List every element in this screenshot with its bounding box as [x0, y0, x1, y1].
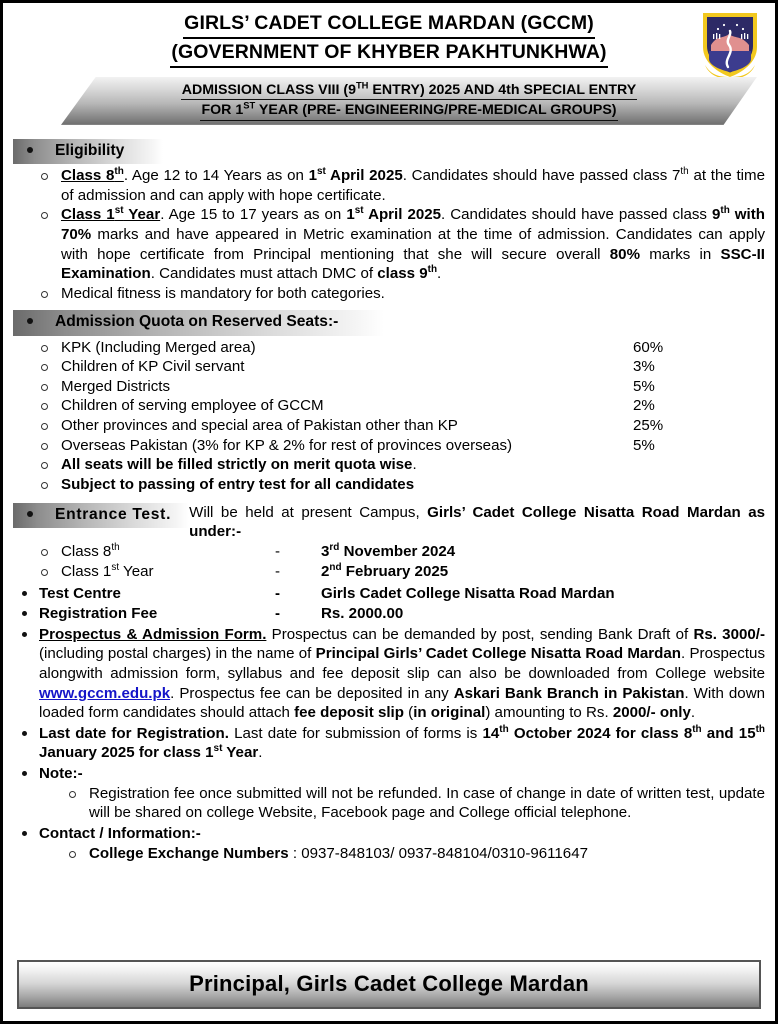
list-item-merit-note: All seats will be filled strictly on merit quota wise. [13, 455, 765, 475]
last-date-heading: Last date for Registration. [39, 724, 229, 742]
note-body: Registration fee once submitted will not be refunded. In case of change in date of written test, update will be shared on college Website, Facebook page and College official telephone. [13, 784, 765, 823]
quota-name: Children of KP Civil servant [61, 358, 245, 376]
quota-list [13, 338, 765, 495]
banner-line-1: ADMISSION CLASS VIII (9TH ENTRY) 2025 AND 4th SPECIAL ENTRY [181, 81, 637, 100]
quota-percent: 3% [633, 358, 655, 376]
quota-chip [13, 310, 384, 335]
contact-heading: Contact / Information:- [39, 824, 201, 842]
dash-separator: - [275, 605, 281, 623]
registration-fee-label: Registration Fee [39, 605, 158, 623]
registration-fee-value: Rs. 2000.00 [321, 605, 404, 623]
svg-text:GC CM: GC CM [718, 15, 742, 24]
eligibility-chip-label: Eligibility [55, 141, 125, 159]
list-item-note-heading [13, 764, 765, 823]
footer [17, 960, 761, 1009]
contact-value: : 0937-848103/ 0937-848104/0310-9611647 [288, 844, 588, 862]
list-item-last-date: Last date for Registration. Last date for submission of forms is 14th October 2024 for class 8th and 15th January 2025 for class 1st Year. [13, 724, 765, 763]
date-label: Class 8th [61, 542, 120, 561]
section-entrance-test [13, 503, 765, 543]
page-header [13, 7, 765, 68]
date-value: 3rd November 2024 [321, 542, 456, 561]
bullet-icon [27, 511, 33, 517]
list-item-prospectus: Prospectus & Admission Form. Prospectus can be demanded by post, sending Bank Draft of Rs. 3000/- (including postal charges) in the name of Principal Girls’ Cadet College Nisatta Road Mardan. Prospectus alongwith admission form, syllabus and fee deposit slip can also be downloaded from College website www.gccm.edu.pk. Prospectus fee can be deposited in any Askari Bank Branch in Pakistan. With down loaded form candidates should attach fee deposit slip (in original) amounting to Rs. 2000/- only. [13, 625, 765, 723]
quota-chip-label: Admission Quota on Reserved Seats:- [55, 313, 339, 331]
date-value: 2nd February 2025 [321, 561, 449, 580]
quota-percent: 25% [633, 417, 664, 435]
notice-body [13, 139, 765, 863]
college-website-link[interactable]: www.gccm.edu.pk [39, 684, 171, 702]
table-row [13, 338, 765, 358]
table-row [13, 416, 765, 436]
note-list [13, 784, 765, 823]
bullet-icon [27, 318, 33, 324]
title-line-1: GIRLS’ CADET COLLEGE MARDAN (GCCM) [183, 11, 595, 39]
dash-separator: - [275, 543, 281, 561]
page-title [13, 11, 765, 68]
quota-percent: 60% [633, 338, 664, 356]
quota-name: Merged Districts [61, 377, 171, 395]
bullet-icon [27, 147, 33, 153]
dash-separator: - [275, 562, 281, 580]
admission-banner [13, 77, 765, 125]
entrance-test-chip-label: Entrance Test. [55, 505, 172, 523]
note-heading: Note:- [39, 765, 83, 783]
list-item-contact-heading [13, 824, 765, 863]
table-row [13, 584, 765, 604]
table-row [13, 436, 765, 456]
table-row [13, 542, 765, 562]
quota-name: Other provinces and special area of Pakistan other than KP [61, 417, 458, 435]
test-centre-value: Girls Cadet College Nisatta Road Mardan [321, 584, 615, 602]
list-item-class1styear: Class 1st Year. Age 15 to 17 years as on 1st April 2025. Candidates should have passed class 9th with 70% marks and have appeared in Metric examination at the time of admission. Candidates can apply with hope certificate from Principal mentioning that she will secure overall 80% marks in SSC-II Examination. Candidates must attach DMC of class 9th. [13, 205, 765, 283]
contact-label: College Exchange Numbers [89, 844, 289, 862]
list-item-class8: Class 8th. Age 12 to 14 Years as on 1st April 2025. Candidates should have passed class 7th at the time of admission and can apply with hope certificate. [13, 166, 765, 205]
table-row [13, 604, 765, 624]
title-line-2: (GOVERNMENT OF KHYBER PAKHTUNKHWA) [170, 40, 607, 68]
eligibility-list [13, 166, 765, 303]
contact-list [13, 844, 765, 864]
quota-percent: 5% [633, 377, 655, 395]
quota-name: Children of serving employee of GCCM [61, 397, 324, 415]
table-row [13, 377, 765, 397]
entrance-test-details [13, 584, 765, 864]
section-quota-header [13, 310, 765, 335]
table-row [13, 396, 765, 416]
banner-line-2: FOR 1ST YEAR (PRE- ENGINEERING/PRE-MEDICAL GROUPS) [200, 101, 617, 120]
quota-percent: 5% [633, 436, 655, 454]
quota-name: Overseas Pakistan (3% for KP & 2% for rest of provinces overseas) [61, 436, 513, 454]
list-item-medical-fitness: Medical fitness is mandatory for both categories. [13, 284, 765, 304]
footer-text: Principal, Girls Cadet College Mardan [189, 971, 589, 996]
table-row [13, 562, 765, 582]
quota-name: KPK (Including Merged area) [61, 338, 256, 356]
prospectus-heading: Prospectus & Admission Form. [39, 625, 267, 643]
footer-bar [17, 960, 761, 1009]
entrance-test-intro: Will be held at present Campus, Girls’ Cadet College Nisatta Road Mardan as under:- [189, 503, 765, 541]
contact-numbers-row [13, 844, 765, 864]
table-row [13, 357, 765, 377]
dash-separator: - [275, 584, 281, 602]
eligibility-chip [13, 139, 163, 164]
gccm-crest-icon [699, 9, 761, 79]
date-label: Class 1st Year [61, 561, 154, 580]
quota-percent: 2% [633, 397, 655, 415]
entrance-test-chip [13, 503, 189, 528]
test-centre-label: Test Centre [39, 584, 121, 602]
list-item-entrytest-note: Subject to passing of entry test for all candidates [13, 475, 765, 495]
entrance-test-dates [13, 542, 765, 581]
section-eligibility-header [13, 139, 765, 164]
